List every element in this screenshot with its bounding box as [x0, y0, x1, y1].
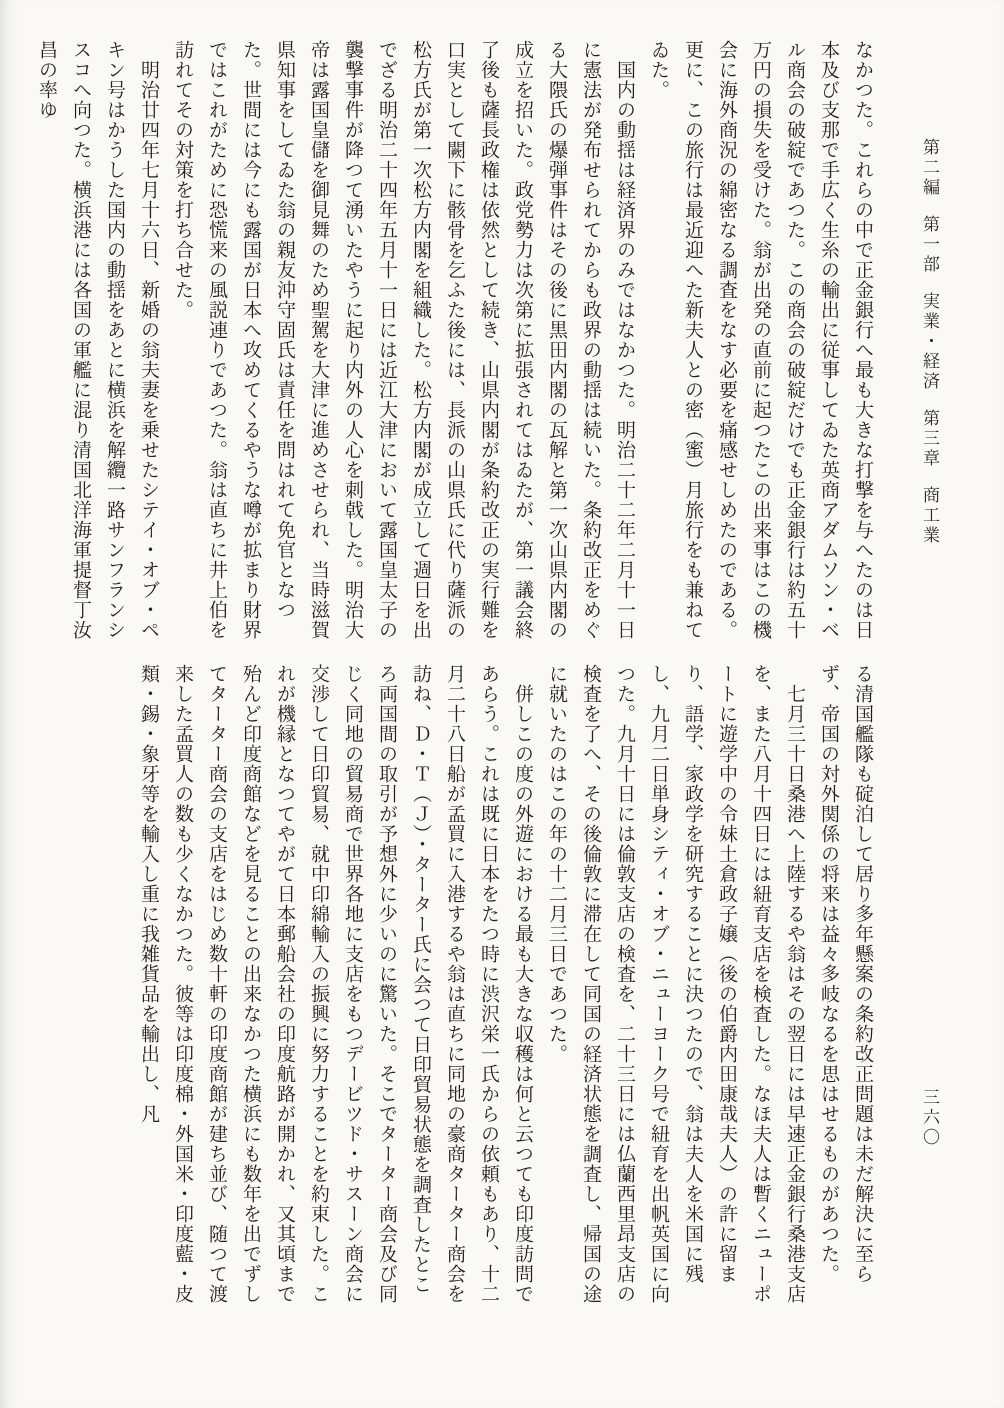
paragraph: 国内の動揺は経済界のみではなかつた。明治二十二年二月十一日に憲法が発布せられてからも政界の動揺は続いた。条約改正をめぐる大隈氏の爆弾事件はその後に黒田内閣の瓦解と第一次山県内閣の成立を招いた。政党勢力は次第に拡張されてはゐたが、第一議会終了後も薩長政権は依然として続き、山県内閣が条約改正の実行難を口実として闕下に骸骨を乞ふた後には、長派の山県氏に代り薩派の松方氏が第一次松方内閣を組織した。松方内閣が成立して週日を出でざる明治二十四年五月十一日には近江大津において露国皇太子の襲撃事件が降つて湧いたやうに起り内外の人心を刺戟した。明治大帝は露国皇儲を御見舞のため聖駕を大津に進めさせられ、当時滋賀県知事をしてゐた翁の親友沖守固氏は責任を問はれて免官となつた。世間には今にも露国が日本へ攻めてくるやうな噂が拡まり財界ではこれがために恐慌来の風説連りであつた。翁は直ちに井上伯を訪れてその対策を打ち合せた。 [172, 40, 636, 640]
paragraph: 明治廿四年七月十六日、新婚の翁夫妻を乗せたシテイ・オブ・ペキン号はかうした国内の動揺をあとに横浜を解纜一路サンフランシスコへ向つた。横浜港には各国の軍艦に混り清国北洋海軍提督丁汝昌の率ゆ [36, 40, 160, 640]
running-header [917, 138, 942, 546]
text-block-bottom [86, 664, 880, 1312]
header-subject: 商工業 [919, 486, 939, 546]
header-part: 第一部 [919, 215, 939, 275]
paragraph: 七月三十日桑港へ上陸するや翁はその翌日には早速正金銀行桑港支店を、また八月十四日には紐育支店を検査した。なほ夫人は暫くニューポートに遊学中の令妹土倉政子嬢（後の伯爵内田康哉夫人）の許に留まり、語学、家政学を研究することに決つたので、翁は夫人を米国に残し、九月二日単身シティ・オブ・ニューヨーク号で紐育を出帆英国に向つた。九月十日には倫敦支店の検査を、二十三日には仏蘭西里昂支店の検査を了へ、その後倫敦に滞在して同国の経済状態を調査し、帰国の途に就いたのはこの年の十二月三日であつた。 [546, 664, 806, 1304]
page-number: 三六〇 [919, 1088, 939, 1148]
paragraph: 併しこの度の外遊における最も大きな収穫は何と云つても印度訪問であらう。これは既に日本をたつ時に渋沢栄一氏からの依頼もあり、十二月二十八日船が孟買に入港するや翁は直ちに同地の豪商ターター商会を訪ね、Ｄ・Ｔ（Ｊ）・ターター氏に会つて日印貿易状態を調査したところ両国間の取引が予想外に少いのに驚いた。そこでターター商会及び同じく同地の貿易商で世界各地に支店をもつデービツド・サスーン商会に交渉して日印貿易、就中印綿輸入の振興に努力することを約束した。これが機縁となつてやがて日本郵船会社の印度航路が開かれ、又其頃まで殆んど印度商館などを見ることの出来なかつた横浜にも数年を出でずしてターター商会の支店をはじめ数十軒の印度商館が建ち並び、随つて渡来した孟買人の数も少くなかつた。彼等は印度棉・外国米・印度藍・皮類・錫・象牙等を輸入し重に我雑貨品を輸出し、凡 [138, 664, 534, 1304]
paragraph-continued: なかつた。これらの中で正金銀行へ最も大きな打撃を与へたのは日本及び支那で手広く生糸の輸出に従事してゐた英商アダムソン・ベル商会の破綻であつた。この商会の破綻だけでも正金銀行は約五十万円の損失を受けた。翁が出発の直前に起つたこの出来事はこの機会に海外商況の綿密なる調査をなす必要を痛感せしめたのである。更に、この旅行は最近迎へた新夫人との密（蜜）月旅行をも兼ねてゐた。 [648, 40, 874, 640]
header-edition: 第二編 [919, 138, 939, 198]
header-chapter: 第三章 [919, 409, 939, 469]
header-section: 実業・経済 [919, 292, 939, 392]
paragraph-continued: る清国艦隊も碇泊して居り多年懸案の条約改正問題は未だ解決に至らず、帝国の対外関係の将来は益々多岐なるを思はせるものがあつた。 [818, 664, 874, 1284]
text-block-top [36, 40, 880, 648]
